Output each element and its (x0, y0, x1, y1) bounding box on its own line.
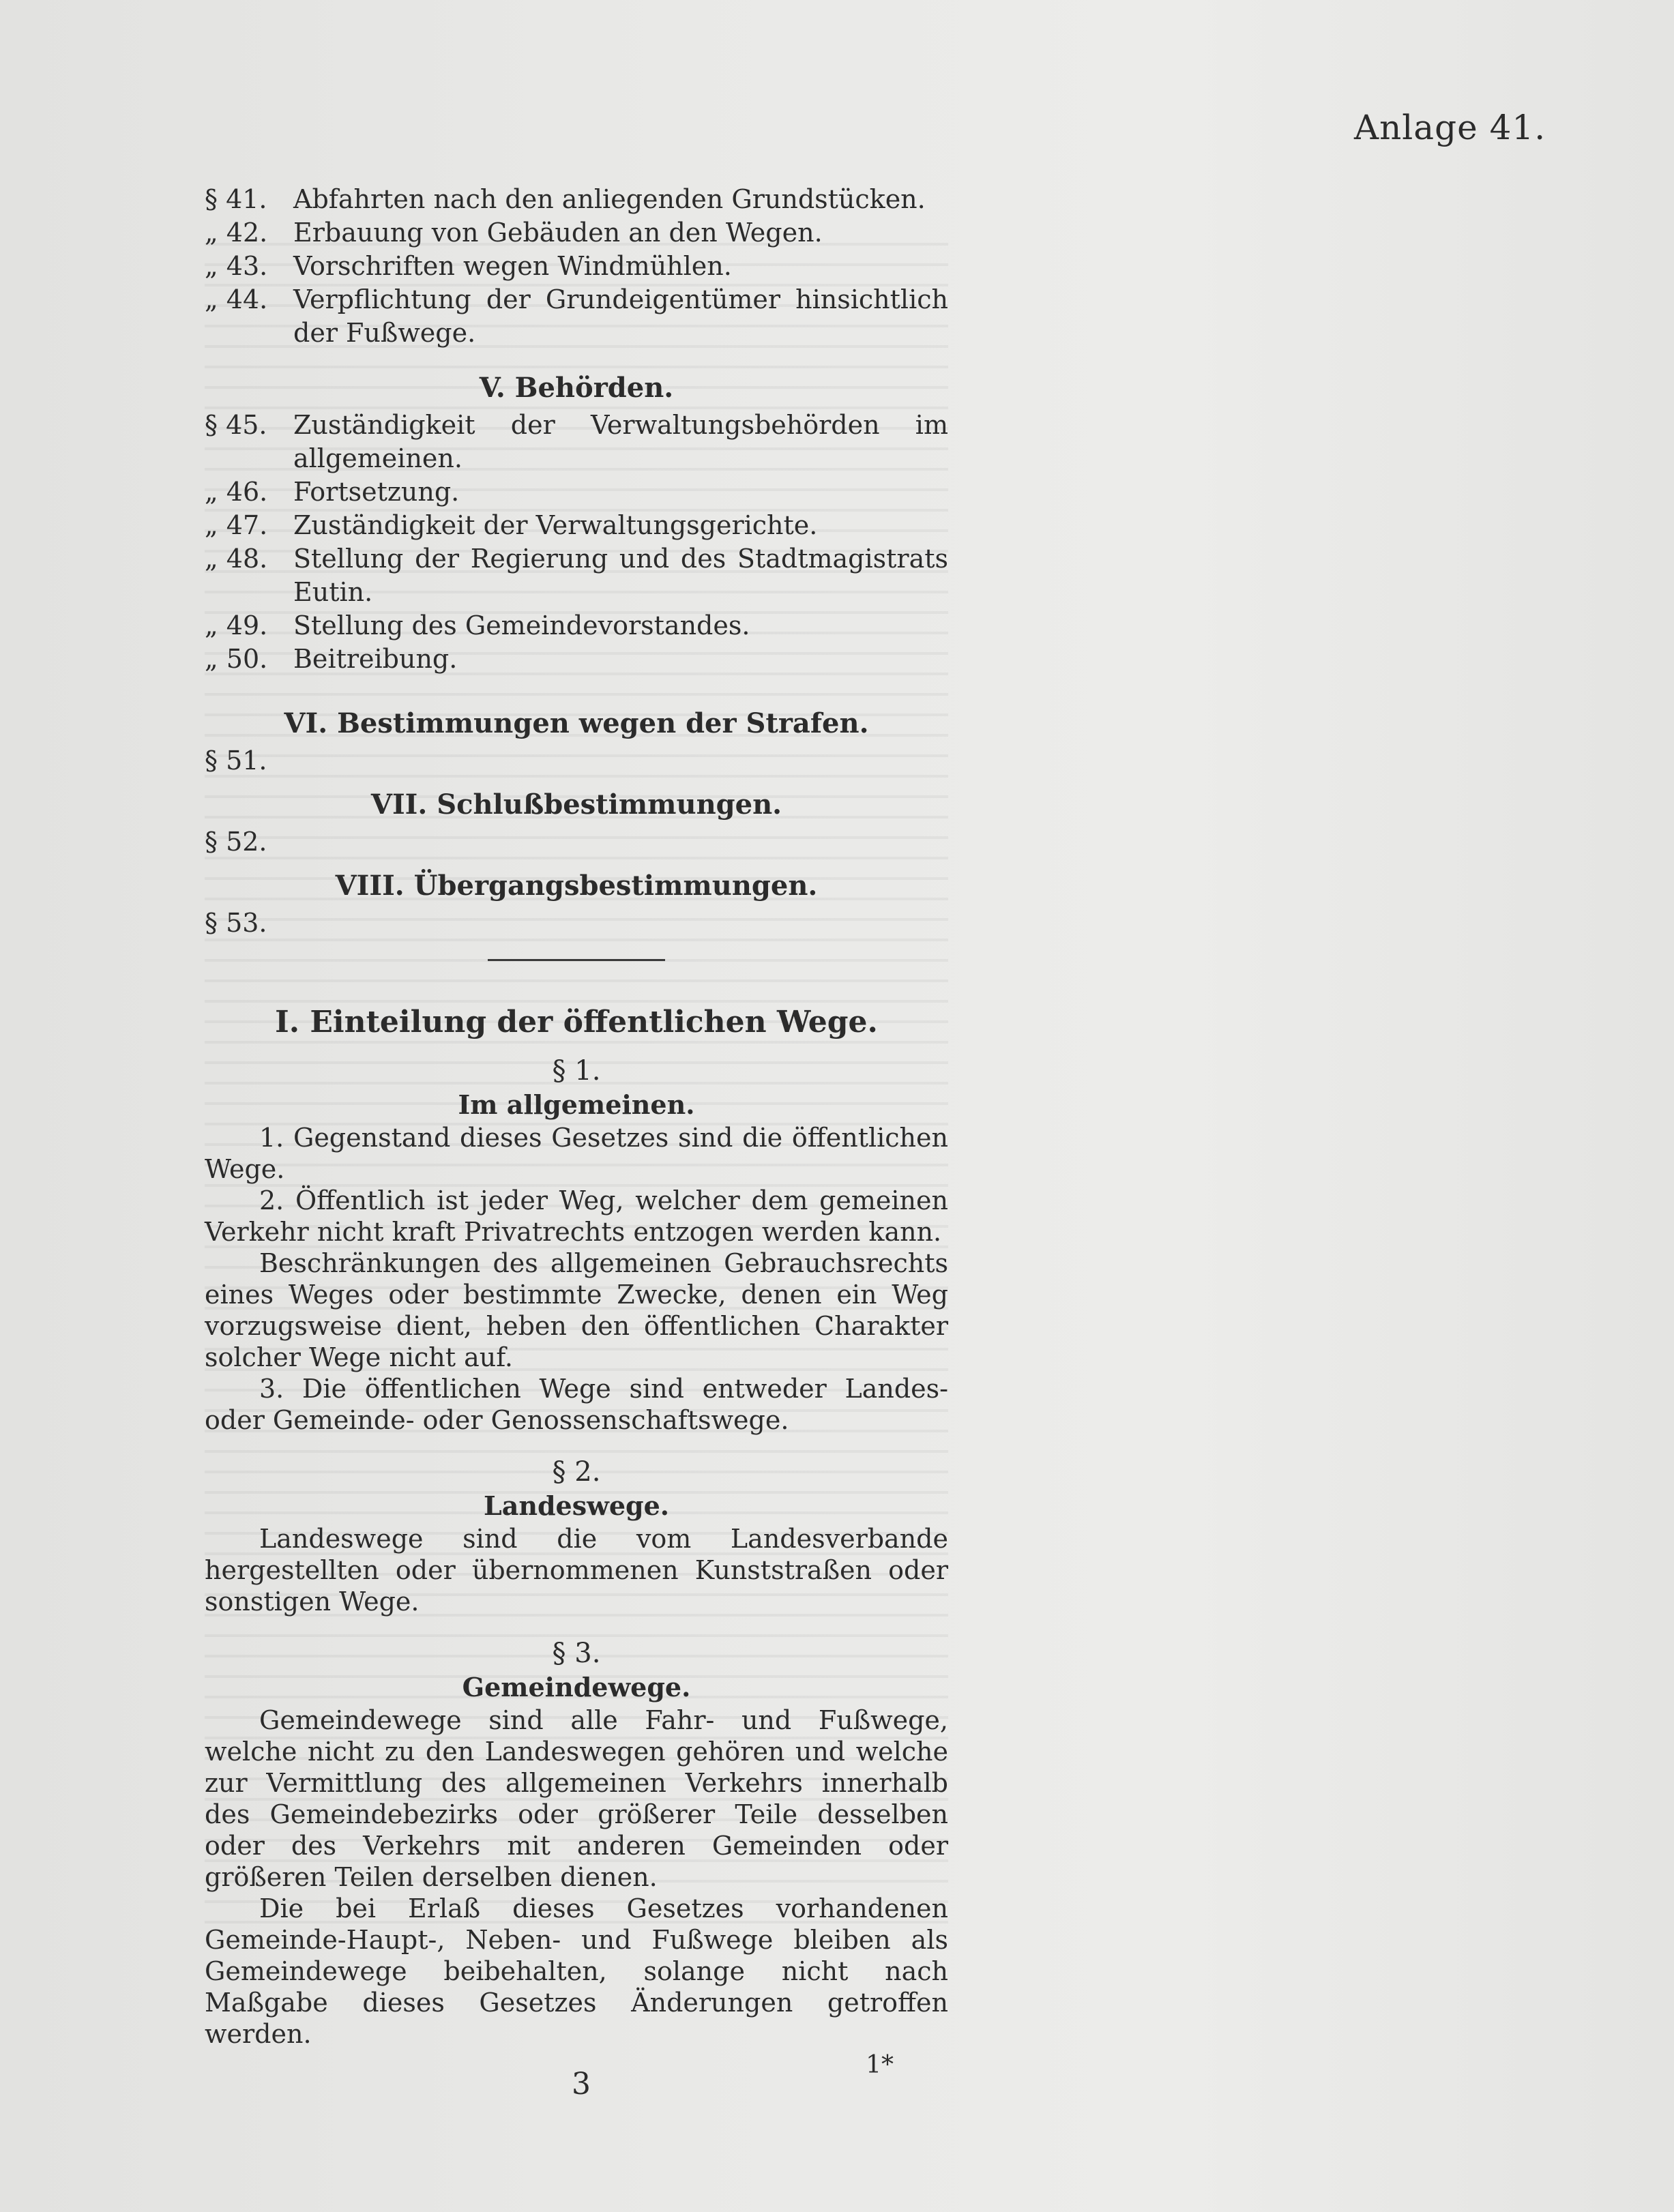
paragraph: Gemeindewege sind alle Fahr- und Fußwege, welche nicht zu den Landeswegen gehören und welche zur Vermittlung des allgemeinen Verkehrs innerhalb des Gemeindebezirks oder größerer Teile desselben oder des Verkehrs mit anderen Gemeinden oder größeren Teilen derselben dienen. (205, 1705, 948, 1892)
table-of-contents (205, 183, 948, 2079)
section-body (205, 1523, 948, 1617)
toc-section-8-title: VIII. Übergangsbestimmungen. (335, 870, 818, 902)
toc-text: Erbauung von Gebäuden an den Wegen. (293, 218, 823, 248)
toc-text: Beitreibung. (293, 644, 458, 674)
attachment-label: Anlage 41. (1354, 108, 1546, 147)
toc-row (205, 283, 948, 350)
toc-number: „ 43. (205, 251, 268, 281)
section-number: § 2. (552, 1456, 601, 1488)
chapter-title: I. Einteilung der öffentlichen Wege. (275, 1005, 878, 1039)
toc-number: „ 42. (205, 218, 268, 248)
section-body (205, 1705, 948, 2050)
toc-number: „ 44. (205, 284, 268, 314)
toc-row (205, 475, 948, 509)
toc-section-6-title: VI. Bestimmungen wegen der Strafen. (284, 707, 869, 739)
separator-rule (488, 959, 665, 961)
toc-text: Stellung des Gemeindevorstandes. (293, 610, 750, 640)
toc-number: § 45. (205, 410, 267, 440)
toc-row (205, 906, 948, 940)
section-body (205, 1122, 948, 1436)
toc-number: „ 47. (205, 510, 268, 540)
toc-row (205, 509, 948, 542)
paragraph: Die bei Erlaß dieses Gesetzes vorhandenen Gemeinde-Haupt-, Neben- und Fußwege bleiben als Gemeindewege beibehalten, solange nicht nach Maßgabe dieses Gesetzes Änderungen getroffen werden. (205, 1893, 948, 2049)
toc-text: Verpflichtung der Grundeigentümer hinsichtlich der Fußwege. (293, 284, 948, 348)
toc-row (205, 183, 948, 216)
toc-text: Zuständigkeit der Verwaltungsgerichte. (293, 510, 818, 540)
section-heading: Landeswege. (484, 1490, 669, 1521)
toc-row (205, 609, 948, 643)
toc-text: Fortsetzung. (293, 477, 460, 507)
signature-mark: 1* (866, 2051, 894, 2079)
toc-row (205, 216, 948, 250)
toc-section-5-title: V. Behörden. (479, 372, 674, 404)
toc-row (205, 744, 948, 778)
paragraph: 3. Die öffentlichen Wege sind entweder Landes- oder Gemeinde- oder Genossenschaftswege. (205, 1374, 948, 1435)
section-heading: Gemeindewege. (462, 1672, 691, 1702)
toc-number: § 52. (205, 827, 267, 857)
section-heading: Im allgemeinen. (458, 1089, 695, 1120)
section-number: § 3. (552, 1638, 601, 1669)
section-number: § 1. (552, 1055, 601, 1087)
paragraph: 2. Öffentlich ist jeder Weg, welcher dem gemeinen Verkehr nicht kraft Privatrechts entzogen werden kann. (205, 1185, 948, 1247)
toc-number: „ 49. (205, 610, 268, 640)
toc-number: „ 50. (205, 644, 268, 674)
toc-text: Abfahrten nach den anliegenden Grundstücken. (293, 184, 926, 214)
toc-row (205, 409, 948, 475)
toc-section-7-title: VII. Schlußbestimmungen. (370, 788, 782, 821)
toc-row (205, 825, 948, 859)
page-number: 3 (572, 2067, 591, 2102)
toc-section-5-list (205, 409, 948, 676)
toc-number: § 51. (205, 746, 267, 776)
paragraph: Beschränkungen des allgemeinen Gebrauchsrechts eines Weges oder bestimmte Zwecke, denen ein Weg vorzugsweise dient, heben den öffentlichen Charakter solcher Wege nicht auf. (205, 1248, 948, 1372)
toc-number: § 41. (205, 184, 267, 214)
toc-section-4-list (205, 183, 948, 350)
paragraph: 1. Gegenstand dieses Gesetzes sind die öffentlichen Wege. (205, 1123, 948, 1184)
toc-text: Vorschriften wegen Windmühlen. (293, 251, 732, 281)
toc-number: „ 46. (205, 477, 268, 507)
toc-row (205, 542, 948, 609)
toc-text: Zuständigkeit der Verwaltungsbehörden im allgemeinen. (293, 410, 948, 473)
toc-row (205, 643, 948, 676)
toc-number: „ 48. (205, 544, 268, 574)
paragraph: Landeswege sind die vom Landesverbande hergestellten oder übernommenen Kunststraßen oder sonstigen Wege. (205, 1524, 948, 1617)
toc-text: Stellung der Regierung und des Stadtmagistrats Eutin. (293, 544, 948, 607)
toc-number: § 53. (205, 908, 267, 938)
toc-row (205, 250, 948, 283)
